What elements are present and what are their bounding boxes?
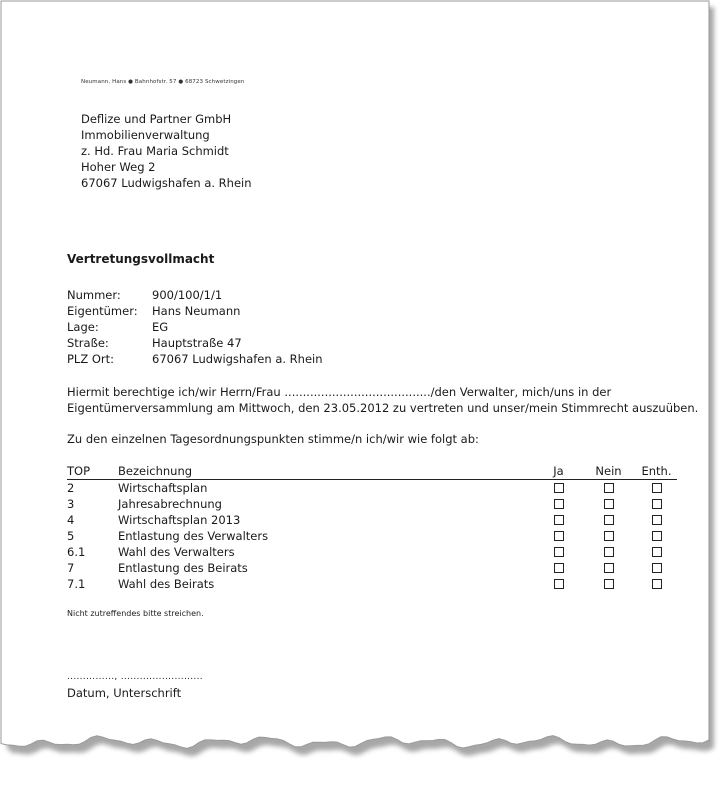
recipient-line: Hoher Weg 2 [81,160,156,174]
recipient-line: Deflize und Partner GmbH [81,112,232,126]
checkbox-nein[interactable] [604,499,614,509]
table-row [67,528,677,544]
checkbox-ja[interactable] [554,579,564,589]
row-bezeichnung: Entlastung des Beirats [118,561,248,575]
table-header [67,463,677,480]
checkbox-nein[interactable] [604,531,614,541]
info-row-street [67,335,323,351]
info-row-location [67,319,323,335]
header-enth: Enth. [641,464,672,478]
table-row [67,496,677,512]
info-label: Eigentümer: [67,304,138,318]
header-ja: Ja [553,464,564,478]
checkbox-ja[interactable] [554,499,564,509]
row-bezeichnung: Wirtschaftsplan [118,481,208,495]
signature-dots: ..............., .......................... [67,672,203,682]
checkbox-enth[interactable] [652,547,662,557]
table-row [67,512,677,528]
info-value: 900/100/1/1 [152,288,223,302]
paragraph-line: Eigentümerversammlung am Mittwoch, den 23.05.2012 zu vertreten und unser/mein Stimmrecht auszuüben. [67,401,699,415]
checkbox-ja[interactable] [554,483,564,493]
table-row [67,560,677,576]
info-label: Straße: [67,336,109,350]
checkbox-nein[interactable] [604,515,614,525]
info-row-owner [67,303,323,319]
row-top: 7 [67,561,75,575]
document-title: Vertretungsvollmacht [67,252,215,266]
paragraph-line: Hiermit berechtige ich/wir Herrn/Frau ......................................../den Verwalter, mich/uns in der [67,385,612,399]
table-row [67,544,677,560]
recipient-line: Immobilienverwaltung [81,128,210,142]
footnote: Nicht zutreffendes bitte streichen. [67,609,204,618]
authorization-paragraph [67,384,698,416]
checkbox-nein[interactable] [604,483,614,493]
info-row-city [67,351,323,367]
header-nein: Nein [595,464,622,478]
checkbox-enth[interactable] [652,531,662,541]
property-info [67,287,323,367]
info-value: 67067 Ludwigshafen a. Rhein [152,352,323,366]
info-value: Hans Neumann [152,304,241,318]
info-value: Hauptstraße 47 [152,336,242,350]
checkbox-ja[interactable] [554,531,564,541]
recipient-line: z. Hd. Frau Maria Schmidt [81,144,229,158]
checkbox-ja[interactable] [554,547,564,557]
info-label: Lage: [67,320,99,334]
info-row-number [67,287,323,303]
row-bezeichnung: Wirtschaftsplan 2013 [118,513,241,527]
row-bezeichnung: Wahl des Beirats [118,577,215,591]
row-bezeichnung: Wahl des Verwalters [118,545,235,559]
voting-lead-text: Zu den einzelnen Tagesordnungspunkten stimme/n ich/wir wie folgt ab: [67,432,479,446]
recipient-line: 67067 Ludwigshafen a. Rhein [81,176,252,190]
checkbox-nein[interactable] [604,547,614,557]
recipient-address [81,111,252,191]
row-bezeichnung: Jahresabrechnung [118,497,222,511]
row-bezeichnung: Entlastung des Verwalters [118,529,269,543]
info-label: PLZ Ort: [67,352,115,366]
checkbox-ja[interactable] [554,563,564,573]
info-label: Nummer: [67,288,121,302]
checkbox-ja[interactable] [554,515,564,525]
header-top: TOP [67,464,91,478]
checkbox-enth[interactable] [652,579,662,589]
agenda-vote-table [67,463,677,592]
table-row [67,480,677,496]
checkbox-enth[interactable] [652,563,662,573]
checkbox-enth[interactable] [652,499,662,509]
row-top: 5 [67,529,75,543]
row-top: 6.1 [67,545,86,559]
signature-label: Datum, Unterschrift [67,686,182,700]
checkbox-nein[interactable] [604,563,614,573]
checkbox-enth[interactable] [652,515,662,525]
sender-line: Neumann, Hans ● Bahnhofstr. 57 ● 68723 Schwetzingen [81,79,245,85]
info-value: EG [152,320,169,334]
header-bezeichnung: Bezeichnung [118,464,193,478]
row-top: 7.1 [67,577,86,591]
row-top: 2 [67,481,75,495]
table-row [67,576,677,592]
checkbox-nein[interactable] [604,579,614,589]
row-top: 3 [67,497,75,511]
checkbox-enth[interactable] [652,483,662,493]
row-top: 4 [67,513,75,527]
